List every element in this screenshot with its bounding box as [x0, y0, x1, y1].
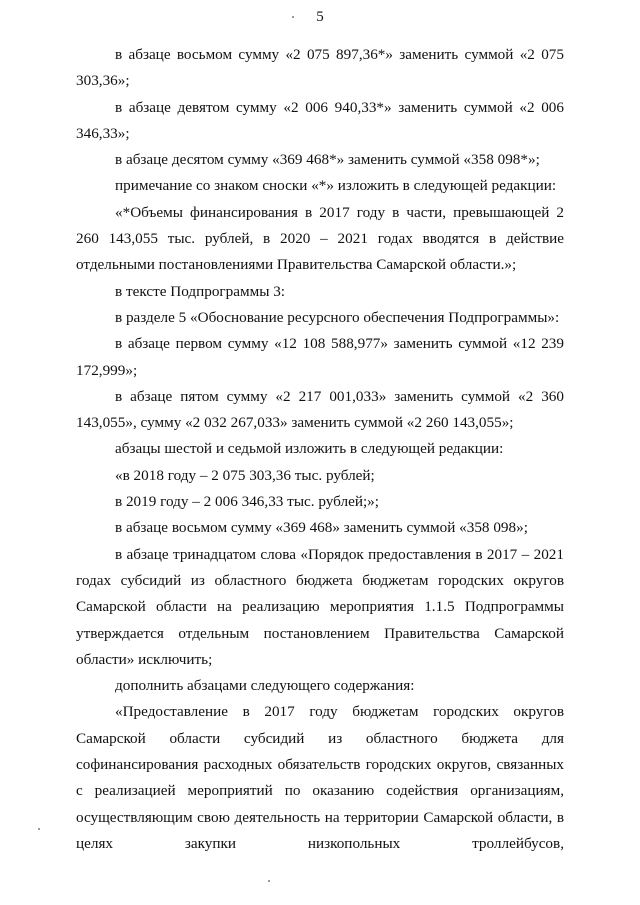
paragraph: дополнить абзацами следующего содержания:: [115, 677, 415, 695]
scan-speck: [38, 828, 40, 830]
scan-speck: [268, 880, 270, 882]
paragraph: в абзаце десятом сумму «369 468*» заменить суммой «358 098*»;: [115, 151, 540, 169]
paragraph: в абзаце пятом сумму «2 217 001,033» заменить суммой «2 360 143,055», сумму «2 032 267,033» заменить суммой «2 260 143,055»;: [76, 387, 564, 432]
paragraph: «*Объемы финансирования в 2017 году в части, превышающей 2 260 143,055 тыс. рублей, в 2020 – 2021 годах вводятся в действие отдельными постановлениями Правительства Самарской области.»;: [76, 203, 564, 274]
paragraph: в абзаце восьмом сумму «369 468» заменить суммой «358 098»;: [115, 519, 528, 537]
paragraph: в разделе 5 «Обоснование ресурсного обеспечения Подпрограммы»:: [115, 308, 560, 326]
paragraph: «Предоставление в 2017 году бюджетам городских округов Самарской области субсидий из областного бюджета для софинансирования расходных обязательств городских округов, связанных с реализацией мероприятий по оказанию содействия организациям, осуществляющим свою деятельность на территории Самарской области, в целях закупки низкопольных троллейбусов,: [76, 703, 564, 852]
paragraph: в тексте Подпрограммы 3:: [115, 282, 286, 300]
paragraph: в абзаце восьмом сумму «2 075 897,36*» заменить суммой «2 075 303,36»;: [76, 46, 564, 90]
paragraph: абзацы шестой и седьмой изложить в следующей редакции:: [115, 440, 504, 458]
document-body: [76, 42, 564, 857]
paragraph: «в 2018 году – 2 075 303,36 тыс. рублей;: [115, 466, 375, 484]
scan-speck: [292, 16, 294, 18]
paragraph: в абзаце девятом сумму «2 006 940,33*» заменить суммой «2 006 346,33»;: [76, 98, 564, 142]
paragraph: примечание со знаком сноски «*» изложить в следующей редакции:: [115, 177, 557, 195]
page-number: 5: [316, 9, 324, 25]
paragraph: в абзаце первом сумму «12 108 588,977» заменить суммой «12 239 172,999»;: [76, 335, 564, 379]
paragraph: в 2019 году – 2 006 346,33 тыс. рублей;»;: [115, 493, 379, 511]
paragraph: в абзаце тринадцатом слова «Порядок предоставления в 2017 – 2021 годах субсидий из областного бюджета бюджетам городских округов Самарской области на реализацию мероприятия 1.1.5 Подпрограммы утверждается отдельным постановлением Правительства Самарской области» исключить;: [76, 545, 564, 668]
